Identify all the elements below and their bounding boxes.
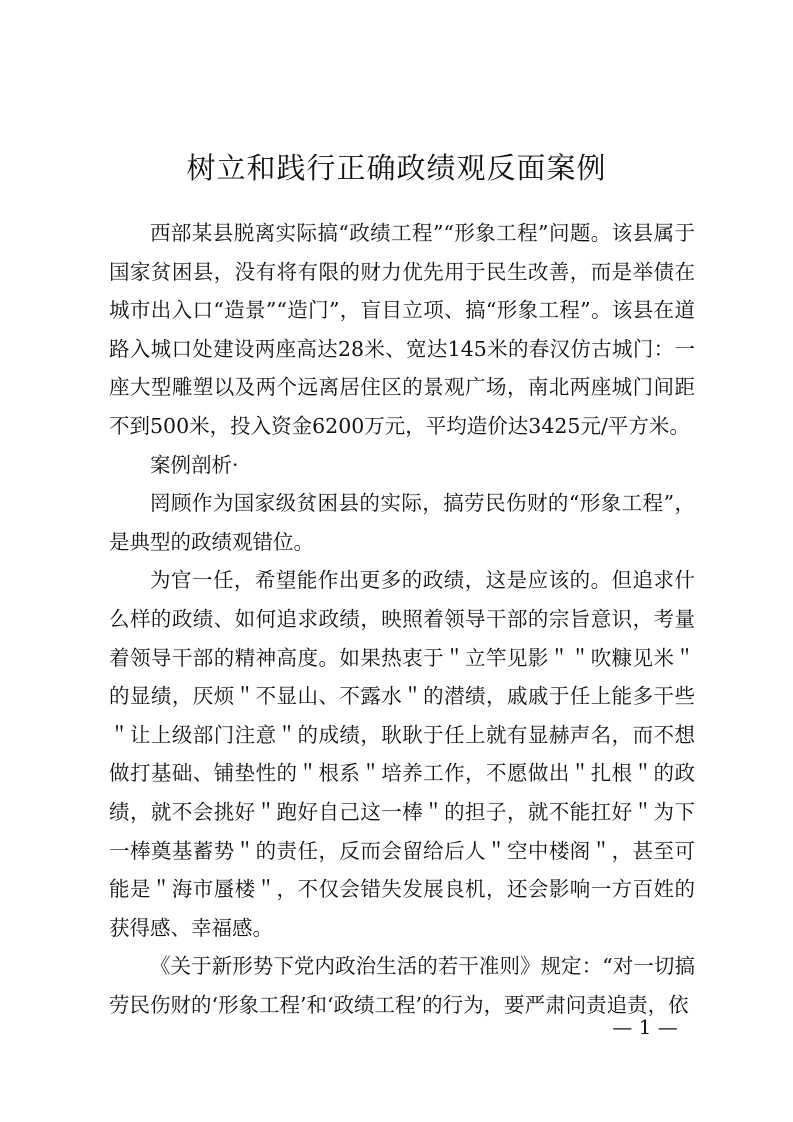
paragraph-analysis-summary: 罔顾作为国家级贫困县的实际，搞劳民伤财的“形象工程”，是典型的政绩观错位。 xyxy=(109,491,695,554)
page-title: 树立和践行正确政绩观反面案例 xyxy=(186,151,607,185)
document-body xyxy=(109,214,695,1024)
page-number: — 1 — xyxy=(612,1015,678,1039)
paragraph-case-analysis-heading: 案例剖析· xyxy=(150,452,239,477)
paragraph-regulation-quote: 《关于新形势下党内政治生活的若干准则》规定：“对一切搞劳民伤财的‘形象工程’和‘政绩工程’的行为，要严肃问责追责，依 xyxy=(109,954,695,1017)
paragraph-analysis-detail: 为官一任，希望能作出更多的政绩，这是应该的。但追求什么样的政绩、如何追求政绩，映照着领导干部的宗旨意识，考量着领导干部的精神高度。如果热衷于＂立竿见影＂＂吹糠见米＂的显绩，厌烦＂不显山、不露水＂的潜绩，戚戚于任上能多干些＂让上级部门注意＂的成绩，耿耿于任上就有显赫声名，而不想做打基础、铺垫性的＂根系＂培养工作，不愿做出＂扎根＂的政绩，就不会挑好＂跑好自己这一棒＂的担子，就不能扛好＂为下一棒奠基蓄势＂的责任，反而会留给后人＂空中楼阁＂，甚至可能是＂海市蜃楼＂，不仅会错失发展良机，还会影响一方百姓的获得感、幸福感。 xyxy=(109,568,695,940)
paragraph-case-description: 西部某县脱离实际搞“政绩工程”“形象工程”问题。该县属于国家贫困县，没有将有限的财力优先用于民生改善，而是举债在城市出入口“造景”“造门”，盲目立项、搞“形象工程”。该县在道路入城口处建设两座高达28米、宽达145米的春汉仿古城门：一座大型雕塑以及两个远离居住区的景观广场，南北两座城门间距不到500米，投入资金6200万元，平均造价达3425元/平方米。 xyxy=(109,221,695,438)
